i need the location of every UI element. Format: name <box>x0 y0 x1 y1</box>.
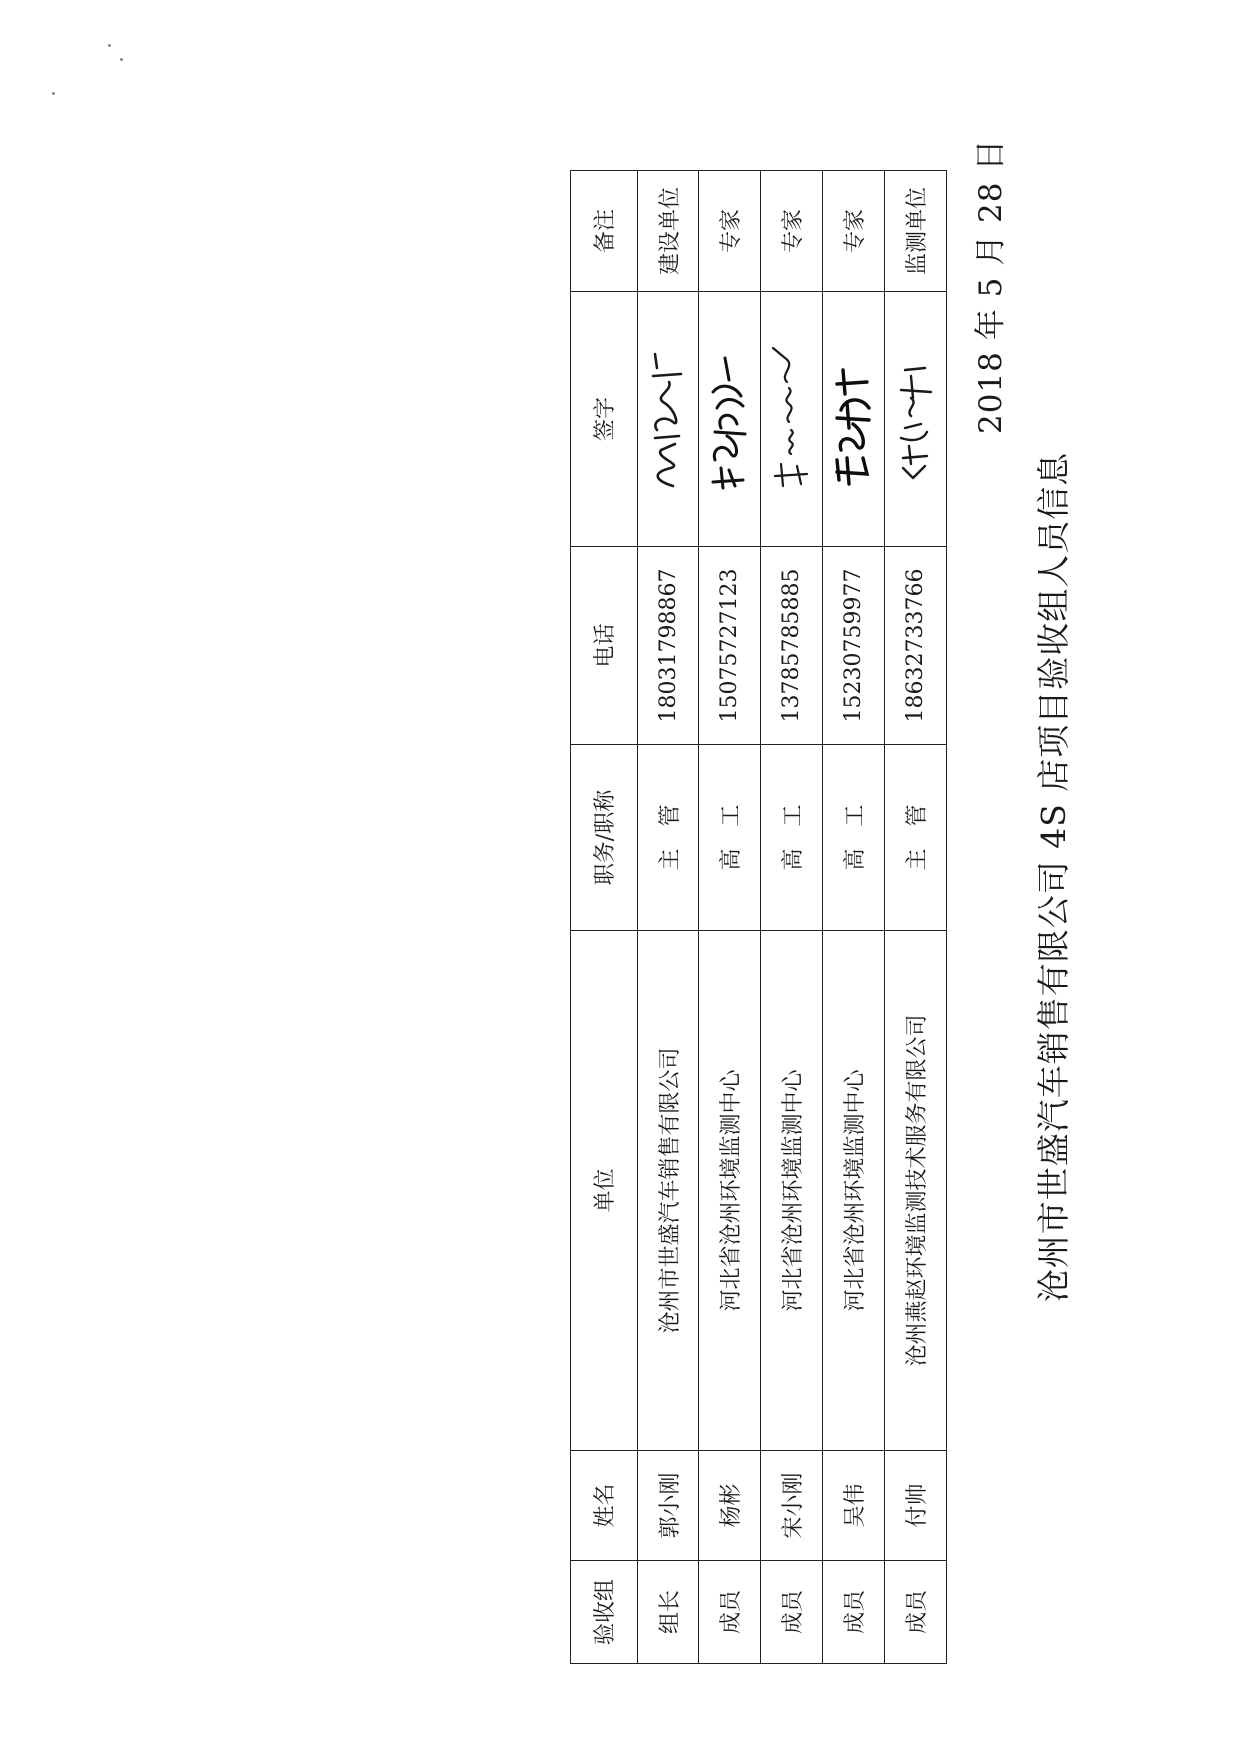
unit-cell: 河北省沧州环境监测中心 <box>761 931 823 1451</box>
handwritten-signature <box>767 344 811 494</box>
group-cell: 成员 <box>699 1561 761 1664</box>
phone-cell: 15075727123 <box>699 547 761 745</box>
unit-cell: 沧州市世盛汽车销售有限公司 <box>637 931 699 1451</box>
title-cell: 高 工 <box>761 745 823 931</box>
unit-cell: 河北省沧州环境监测中心 <box>823 931 885 1451</box>
header-cell: 备注 <box>571 171 638 292</box>
header-cell: 签字 <box>571 292 638 547</box>
table-row <box>761 171 823 1664</box>
title-cell: 高 工 <box>823 745 885 931</box>
handwritten-signature <box>705 344 749 494</box>
table-header-row <box>571 171 638 1664</box>
document-date: 2018 年 5 月 28 日 <box>973 138 1009 434</box>
name-cell: 付帅 <box>885 1451 947 1561</box>
header-cell: 单位 <box>571 931 638 1451</box>
handwritten-signature <box>829 344 873 494</box>
header-cell: 验收组 <box>571 1561 638 1664</box>
name-cell: 宋小刚 <box>761 1451 823 1561</box>
handwritten-signature <box>891 344 935 494</box>
handwritten-signature <box>643 344 687 494</box>
table-row <box>885 171 947 1664</box>
signature-cell <box>823 292 885 547</box>
name-cell: 杨彬 <box>699 1451 761 1561</box>
title-cell: 高 工 <box>699 745 761 931</box>
remark-cell: 专家 <box>823 171 885 292</box>
signature-cell <box>885 292 947 547</box>
header-cell: 职务/职称 <box>571 745 638 931</box>
signature-cell <box>637 292 699 547</box>
table-row <box>823 171 885 1664</box>
header-cell: 姓名 <box>571 1451 638 1561</box>
document-title: 沧州市世盛汽车销售有限公司 4S 店项目验收组人员信息 <box>1034 451 1073 1303</box>
signature-cell <box>761 292 823 547</box>
name-cell: 吴伟 <box>823 1451 885 1561</box>
group-cell: 成员 <box>761 1561 823 1664</box>
name-cell: 郭小刚 <box>637 1451 699 1561</box>
signature-cell <box>699 292 761 547</box>
table-row <box>637 171 699 1664</box>
group-cell: 成员 <box>823 1561 885 1664</box>
phone-cell: 13785785885 <box>761 547 823 745</box>
remark-cell: 建设单位 <box>637 171 699 292</box>
group-cell: 成员 <box>885 1561 947 1664</box>
phone-cell: 18632733766 <box>885 547 947 745</box>
title-cell: 主 管 <box>637 745 699 931</box>
header-cell: 电话 <box>571 547 638 745</box>
remark-cell: 专家 <box>699 171 761 292</box>
acceptance-team-table <box>570 170 947 1664</box>
remark-cell: 监测单位 <box>885 171 947 292</box>
unit-cell: 沧州燕赵环境监测技术服务有限公司 <box>885 931 947 1451</box>
phone-cell: 18031798867 <box>637 547 699 745</box>
remark-cell: 专家 <box>761 171 823 292</box>
title-cell: 主 管 <box>885 745 947 931</box>
table-row <box>699 171 761 1664</box>
unit-cell: 河北省沧州环境监测中心 <box>699 931 761 1451</box>
group-cell: 组长 <box>637 1561 699 1664</box>
phone-cell: 15230759977 <box>823 547 885 745</box>
